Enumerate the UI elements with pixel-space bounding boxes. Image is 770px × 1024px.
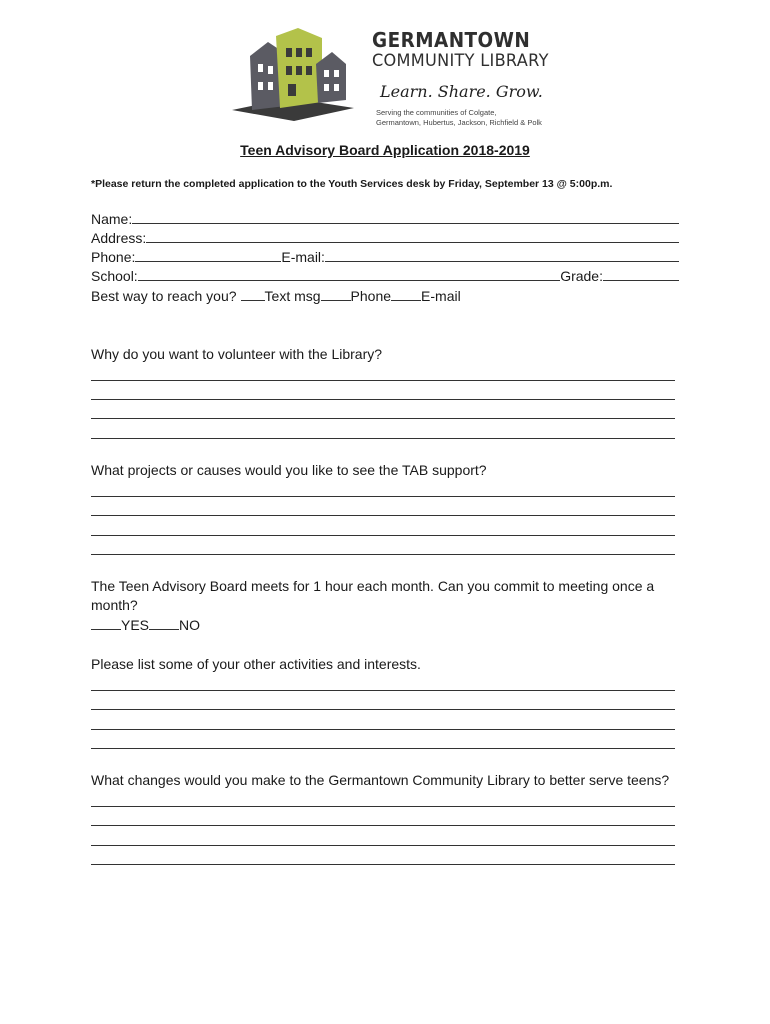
address-row xyxy=(91,227,679,246)
commitment-options xyxy=(91,617,200,633)
library-tagline: Learn. Share. Grow. xyxy=(380,82,543,101)
name-blank[interactable] xyxy=(132,223,679,224)
question-commitment-line2: month? xyxy=(91,597,138,613)
phone-blank[interactable] xyxy=(135,261,281,262)
form-instruction: *Please return the completed application to the Youth Services desk by Friday, September 13 @ 5:00p.m. xyxy=(91,178,613,190)
reach-phone-option: Phone xyxy=(350,288,392,304)
question-changes: What changes would you make to the Germantown Community Library to better serve teens? xyxy=(91,772,670,788)
question-projects: What projects or causes would you like to see the TAB support? xyxy=(91,462,487,478)
reach-email-option: E-mail xyxy=(421,288,461,304)
reach-email-blank[interactable] xyxy=(391,300,421,301)
answer-line[interactable] xyxy=(91,515,675,516)
address-label: Address: xyxy=(91,230,147,246)
serving-line2: Germantown, Hubertus, Jackson, Richfield & Polk xyxy=(376,118,542,127)
answer-line[interactable] xyxy=(91,399,675,400)
email-label: E-mail: xyxy=(281,249,325,265)
library-header xyxy=(0,0,770,135)
library-building-logo-icon xyxy=(228,26,358,124)
reach-text-option: Text msg xyxy=(264,288,321,304)
reach-phone-blank[interactable] xyxy=(321,300,351,301)
grade-blank[interactable] xyxy=(603,280,679,281)
serving-line1: Serving the communities of Colgate, xyxy=(376,108,497,117)
name-row xyxy=(91,208,679,227)
serving-communities xyxy=(376,108,542,128)
answer-line[interactable] xyxy=(91,709,675,710)
school-grade-row xyxy=(91,265,679,284)
reach-label: Best way to reach you? xyxy=(91,288,237,304)
no-blank[interactable] xyxy=(149,629,179,630)
answer-line[interactable] xyxy=(91,729,675,730)
answer-line[interactable] xyxy=(91,825,675,826)
address-blank[interactable] xyxy=(146,242,679,243)
answer-line[interactable] xyxy=(91,845,675,846)
yes-blank[interactable] xyxy=(91,629,121,630)
answer-line[interactable] xyxy=(91,690,675,691)
grade-label: Grade: xyxy=(560,268,603,284)
question-commitment-line1: The Teen Advisory Board meets for 1 hour each month. Can you commit to meeting once a xyxy=(91,578,655,594)
school-blank[interactable] xyxy=(138,280,560,281)
answer-line[interactable] xyxy=(91,496,675,497)
question-volunteer: Why do you want to volunteer with the Library? xyxy=(91,346,383,362)
library-name xyxy=(372,30,558,70)
library-name-line2: COMMUNITY LIBRARY xyxy=(372,51,549,71)
library-name-line1: GERMANTOWN xyxy=(372,28,531,52)
phone-label: Phone: xyxy=(91,249,136,265)
school-label: School: xyxy=(91,268,138,284)
answer-line[interactable] xyxy=(91,554,675,555)
reach-row xyxy=(91,285,679,304)
email-blank[interactable] xyxy=(325,261,679,262)
answer-line[interactable] xyxy=(91,806,675,807)
answer-line[interactable] xyxy=(91,748,675,749)
answer-line[interactable] xyxy=(91,380,675,381)
answer-line[interactable] xyxy=(91,535,675,536)
answer-line[interactable] xyxy=(91,418,675,419)
answer-line[interactable] xyxy=(91,864,675,865)
yes-option: YES xyxy=(121,617,150,633)
name-label: Name: xyxy=(91,211,133,227)
no-option: NO xyxy=(179,617,201,633)
phone-email-row xyxy=(91,246,679,265)
reach-text-blank[interactable] xyxy=(241,300,265,301)
answer-line[interactable] xyxy=(91,438,675,439)
question-activities: Please list some of your other activities and interests. xyxy=(91,656,421,672)
form-title: Teen Advisory Board Application 2018-2019 xyxy=(240,142,530,158)
